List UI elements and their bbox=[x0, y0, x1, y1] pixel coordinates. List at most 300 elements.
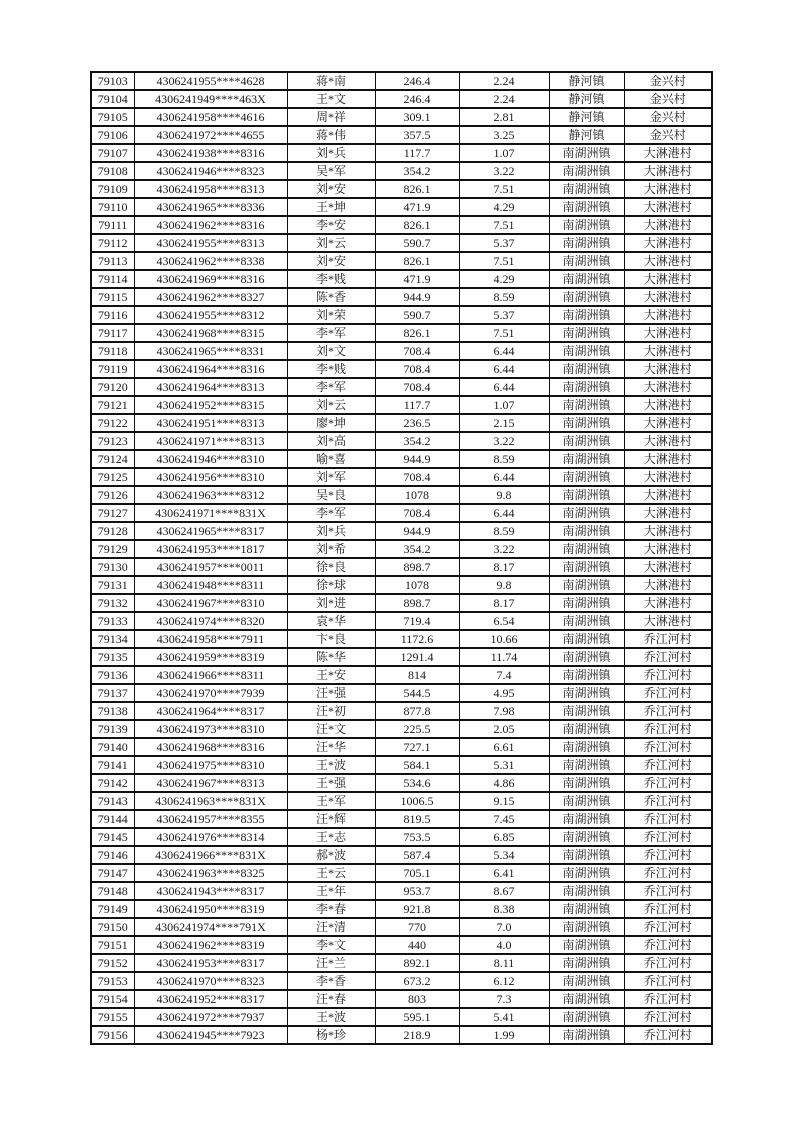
amount-cell: 921.8 bbox=[375, 900, 459, 918]
village-cell: 金兴村 bbox=[624, 126, 712, 144]
name-cell: 汪*华 bbox=[287, 738, 375, 756]
town-cell: 南湖洲镇 bbox=[549, 594, 624, 612]
rate-cell: 5.31 bbox=[459, 756, 549, 774]
name-cell: 李*安 bbox=[287, 216, 375, 234]
village-cell: 乔江河村 bbox=[624, 954, 712, 972]
rate-cell: 5.41 bbox=[459, 1008, 549, 1026]
rate-cell: 2.81 bbox=[459, 108, 549, 126]
row-number-cell: 79136 bbox=[91, 666, 134, 684]
town-cell: 南湖洲镇 bbox=[549, 972, 624, 990]
amount-cell: 225.5 bbox=[375, 720, 459, 738]
town-cell: 南湖洲镇 bbox=[549, 540, 624, 558]
rate-cell: 6.61 bbox=[459, 738, 549, 756]
village-cell: 乔江河村 bbox=[624, 1008, 712, 1026]
row-number-cell: 79149 bbox=[91, 900, 134, 918]
id-number-cell: 4306241959****8319 bbox=[134, 648, 287, 666]
table-row bbox=[91, 972, 712, 990]
town-cell: 静河镇 bbox=[549, 90, 624, 108]
name-cell: 王*波 bbox=[287, 756, 375, 774]
town-cell: 南湖洲镇 bbox=[549, 738, 624, 756]
amount-cell: 1078 bbox=[375, 576, 459, 594]
amount-cell: 1291.4 bbox=[375, 648, 459, 666]
town-cell: 南湖洲镇 bbox=[549, 612, 624, 630]
rate-cell: 1.07 bbox=[459, 144, 549, 162]
id-number-cell: 4306241952****8315 bbox=[134, 396, 287, 414]
id-number-cell: 4306241972****4655 bbox=[134, 126, 287, 144]
row-number-cell: 79116 bbox=[91, 306, 134, 324]
town-cell: 南湖洲镇 bbox=[549, 1008, 624, 1026]
amount-cell: 814 bbox=[375, 666, 459, 684]
id-number-cell: 4306241964****8316 bbox=[134, 360, 287, 378]
amount-cell: 826.1 bbox=[375, 324, 459, 342]
amount-cell: 471.9 bbox=[375, 270, 459, 288]
village-cell: 大淋港村 bbox=[624, 522, 712, 540]
town-cell: 南湖洲镇 bbox=[549, 360, 624, 378]
name-cell: 陈*华 bbox=[287, 648, 375, 666]
row-number-cell: 79151 bbox=[91, 936, 134, 954]
row-number-cell: 79113 bbox=[91, 252, 134, 270]
rate-cell: 8.17 bbox=[459, 558, 549, 576]
id-number-cell: 4306241953****8317 bbox=[134, 954, 287, 972]
name-cell: 李*香 bbox=[287, 972, 375, 990]
rate-cell: 1.07 bbox=[459, 396, 549, 414]
town-cell: 南湖洲镇 bbox=[549, 774, 624, 792]
town-cell: 南湖洲镇 bbox=[549, 954, 624, 972]
table-row bbox=[91, 810, 712, 828]
town-cell: 南湖洲镇 bbox=[549, 900, 624, 918]
row-number-cell: 79117 bbox=[91, 324, 134, 342]
town-cell: 南湖洲镇 bbox=[549, 468, 624, 486]
id-number-cell: 4306241976****8314 bbox=[134, 828, 287, 846]
rate-cell: 5.34 bbox=[459, 846, 549, 864]
amount-cell: 544.5 bbox=[375, 684, 459, 702]
id-number-cell: 4306241950****8319 bbox=[134, 900, 287, 918]
village-cell: 乔江河村 bbox=[624, 720, 712, 738]
name-cell: 刘*文 bbox=[287, 342, 375, 360]
table-row bbox=[91, 540, 712, 558]
id-number-cell: 4306241945****7923 bbox=[134, 1026, 287, 1044]
row-number-cell: 79105 bbox=[91, 108, 134, 126]
village-cell: 大淋港村 bbox=[624, 432, 712, 450]
table-row bbox=[91, 216, 712, 234]
village-cell: 大淋港村 bbox=[624, 162, 712, 180]
row-number-cell: 79126 bbox=[91, 486, 134, 504]
amount-cell: 708.4 bbox=[375, 468, 459, 486]
village-cell: 乔江河村 bbox=[624, 864, 712, 882]
amount-cell: 953.7 bbox=[375, 882, 459, 900]
id-number-cell: 4306241967****8310 bbox=[134, 594, 287, 612]
town-cell: 南湖洲镇 bbox=[549, 288, 624, 306]
amount-cell: 753.5 bbox=[375, 828, 459, 846]
rate-cell: 4.86 bbox=[459, 774, 549, 792]
table-row bbox=[91, 576, 712, 594]
amount-cell: 708.4 bbox=[375, 360, 459, 378]
table-row bbox=[91, 504, 712, 522]
village-cell: 大淋港村 bbox=[624, 198, 712, 216]
rate-cell: 8.67 bbox=[459, 882, 549, 900]
table-row bbox=[91, 684, 712, 702]
town-cell: 南湖洲镇 bbox=[549, 306, 624, 324]
village-cell: 大淋港村 bbox=[624, 612, 712, 630]
town-cell: 南湖洲镇 bbox=[549, 864, 624, 882]
table-row bbox=[91, 288, 712, 306]
row-number-cell: 79128 bbox=[91, 522, 134, 540]
table-row bbox=[91, 324, 712, 342]
village-cell: 乔江河村 bbox=[624, 684, 712, 702]
amount-cell: 590.7 bbox=[375, 306, 459, 324]
village-cell: 大淋港村 bbox=[624, 306, 712, 324]
town-cell: 南湖洲镇 bbox=[549, 990, 624, 1008]
amount-cell: 534.6 bbox=[375, 774, 459, 792]
table-row bbox=[91, 144, 712, 162]
row-number-cell: 79140 bbox=[91, 738, 134, 756]
name-cell: 吴*军 bbox=[287, 162, 375, 180]
name-cell: 蒋*南 bbox=[287, 72, 375, 90]
id-number-cell: 4306241963****831X bbox=[134, 792, 287, 810]
village-cell: 大淋港村 bbox=[624, 216, 712, 234]
village-cell: 大淋港村 bbox=[624, 540, 712, 558]
table-row bbox=[91, 774, 712, 792]
amount-cell: 471.9 bbox=[375, 198, 459, 216]
row-number-cell: 79142 bbox=[91, 774, 134, 792]
row-number-cell: 79111 bbox=[91, 216, 134, 234]
table-row bbox=[91, 792, 712, 810]
row-number-cell: 79154 bbox=[91, 990, 134, 1008]
id-number-cell: 4306241962****8319 bbox=[134, 936, 287, 954]
name-cell: 刘*云 bbox=[287, 396, 375, 414]
id-number-cell: 4306241943****8317 bbox=[134, 882, 287, 900]
village-cell: 大淋港村 bbox=[624, 504, 712, 522]
table-row bbox=[91, 72, 712, 90]
table-row bbox=[91, 450, 712, 468]
village-cell: 乔江河村 bbox=[624, 648, 712, 666]
town-cell: 南湖洲镇 bbox=[549, 414, 624, 432]
row-number-cell: 79133 bbox=[91, 612, 134, 630]
town-cell: 南湖洲镇 bbox=[549, 684, 624, 702]
row-number-cell: 79127 bbox=[91, 504, 134, 522]
amount-cell: 309.1 bbox=[375, 108, 459, 126]
row-number-cell: 79112 bbox=[91, 234, 134, 252]
table-row bbox=[91, 756, 712, 774]
name-cell: 王*云 bbox=[287, 864, 375, 882]
village-cell: 大淋港村 bbox=[624, 396, 712, 414]
id-number-cell: 4306241958****7911 bbox=[134, 630, 287, 648]
amount-cell: 357.5 bbox=[375, 126, 459, 144]
village-cell: 乔江河村 bbox=[624, 846, 712, 864]
records-table bbox=[90, 71, 713, 1045]
table-row bbox=[91, 846, 712, 864]
table-row bbox=[91, 558, 712, 576]
village-cell: 乔江河村 bbox=[624, 792, 712, 810]
rate-cell: 7.51 bbox=[459, 180, 549, 198]
village-cell: 大淋港村 bbox=[624, 252, 712, 270]
id-number-cell: 4306241965****8317 bbox=[134, 522, 287, 540]
row-number-cell: 79139 bbox=[91, 720, 134, 738]
name-cell: 王*志 bbox=[287, 828, 375, 846]
name-cell: 李*军 bbox=[287, 378, 375, 396]
id-number-cell: 4306241964****8313 bbox=[134, 378, 287, 396]
table-row bbox=[91, 828, 712, 846]
table-row bbox=[91, 360, 712, 378]
town-cell: 南湖洲镇 bbox=[549, 144, 624, 162]
table-row bbox=[91, 522, 712, 540]
rate-cell: 3.22 bbox=[459, 540, 549, 558]
rate-cell: 9.8 bbox=[459, 576, 549, 594]
row-number-cell: 79123 bbox=[91, 432, 134, 450]
id-number-cell: 4306241938****8316 bbox=[134, 144, 287, 162]
id-number-cell: 4306241955****4628 bbox=[134, 72, 287, 90]
rate-cell: 2.24 bbox=[459, 72, 549, 90]
row-number-cell: 79138 bbox=[91, 702, 134, 720]
town-cell: 南湖洲镇 bbox=[549, 234, 624, 252]
id-number-cell: 4306241962****8316 bbox=[134, 216, 287, 234]
name-cell: 刘*荣 bbox=[287, 306, 375, 324]
row-number-cell: 79103 bbox=[91, 72, 134, 90]
rate-cell: 2.05 bbox=[459, 720, 549, 738]
town-cell: 南湖洲镇 bbox=[549, 918, 624, 936]
rate-cell: 6.54 bbox=[459, 612, 549, 630]
row-number-cell: 79125 bbox=[91, 468, 134, 486]
id-number-cell: 4306241956****8310 bbox=[134, 468, 287, 486]
name-cell: 袁*华 bbox=[287, 612, 375, 630]
row-number-cell: 79121 bbox=[91, 396, 134, 414]
name-cell: 王*强 bbox=[287, 774, 375, 792]
table-row bbox=[91, 648, 712, 666]
row-number-cell: 79156 bbox=[91, 1026, 134, 1044]
table-row bbox=[91, 108, 712, 126]
name-cell: 王*安 bbox=[287, 666, 375, 684]
table-row bbox=[91, 666, 712, 684]
id-number-cell: 4306241955****8313 bbox=[134, 234, 287, 252]
town-cell: 南湖洲镇 bbox=[549, 756, 624, 774]
town-cell: 南湖洲镇 bbox=[549, 1026, 624, 1044]
town-cell: 南湖洲镇 bbox=[549, 216, 624, 234]
village-cell: 大淋港村 bbox=[624, 414, 712, 432]
name-cell: 徐*球 bbox=[287, 576, 375, 594]
rate-cell: 2.15 bbox=[459, 414, 549, 432]
village-cell: 乔江河村 bbox=[624, 900, 712, 918]
village-cell: 大淋港村 bbox=[624, 558, 712, 576]
id-number-cell: 4306241967****8313 bbox=[134, 774, 287, 792]
town-cell: 南湖洲镇 bbox=[549, 378, 624, 396]
row-number-cell: 79114 bbox=[91, 270, 134, 288]
name-cell: 卞*良 bbox=[287, 630, 375, 648]
table-row bbox=[91, 612, 712, 630]
rate-cell: 8.11 bbox=[459, 954, 549, 972]
village-cell: 大淋港村 bbox=[624, 594, 712, 612]
id-number-cell: 4306241971****831X bbox=[134, 504, 287, 522]
amount-cell: 584.1 bbox=[375, 756, 459, 774]
id-number-cell: 4306241971****8313 bbox=[134, 432, 287, 450]
id-number-cell: 4306241966****8311 bbox=[134, 666, 287, 684]
village-cell: 大淋港村 bbox=[624, 180, 712, 198]
row-number-cell: 79146 bbox=[91, 846, 134, 864]
town-cell: 南湖洲镇 bbox=[549, 792, 624, 810]
name-cell: 喻*喜 bbox=[287, 450, 375, 468]
town-cell: 南湖洲镇 bbox=[549, 936, 624, 954]
town-cell: 南湖洲镇 bbox=[549, 486, 624, 504]
village-cell: 大淋港村 bbox=[624, 360, 712, 378]
row-number-cell: 79108 bbox=[91, 162, 134, 180]
amount-cell: 218.9 bbox=[375, 1026, 459, 1044]
amount-cell: 246.4 bbox=[375, 90, 459, 108]
town-cell: 南湖洲镇 bbox=[549, 828, 624, 846]
amount-cell: 708.4 bbox=[375, 378, 459, 396]
name-cell: 刘*进 bbox=[287, 594, 375, 612]
row-number-cell: 79130 bbox=[91, 558, 134, 576]
rate-cell: 7.51 bbox=[459, 252, 549, 270]
rate-cell: 6.12 bbox=[459, 972, 549, 990]
rate-cell: 7.3 bbox=[459, 990, 549, 1008]
id-number-cell: 4306241965****8336 bbox=[134, 198, 287, 216]
id-number-cell: 4306241963****8325 bbox=[134, 864, 287, 882]
id-number-cell: 4306241962****8327 bbox=[134, 288, 287, 306]
table-row bbox=[91, 378, 712, 396]
row-number-cell: 79115 bbox=[91, 288, 134, 306]
rate-cell: 9.15 bbox=[459, 792, 549, 810]
row-number-cell: 79131 bbox=[91, 576, 134, 594]
amount-cell: 770 bbox=[375, 918, 459, 936]
name-cell: 刘*安 bbox=[287, 180, 375, 198]
name-cell: 王*波 bbox=[287, 1008, 375, 1026]
name-cell: 郝*波 bbox=[287, 846, 375, 864]
table-row bbox=[91, 414, 712, 432]
row-number-cell: 79109 bbox=[91, 180, 134, 198]
amount-cell: 246.4 bbox=[375, 72, 459, 90]
town-cell: 静河镇 bbox=[549, 126, 624, 144]
village-cell: 大淋港村 bbox=[624, 342, 712, 360]
table-row bbox=[91, 954, 712, 972]
town-cell: 南湖洲镇 bbox=[549, 882, 624, 900]
name-cell: 陈*香 bbox=[287, 288, 375, 306]
village-cell: 大淋港村 bbox=[624, 486, 712, 504]
id-number-cell: 4306241958****8313 bbox=[134, 180, 287, 198]
village-cell: 金兴村 bbox=[624, 90, 712, 108]
row-number-cell: 79110 bbox=[91, 198, 134, 216]
table-row bbox=[91, 990, 712, 1008]
name-cell: 刘*高 bbox=[287, 432, 375, 450]
table-row bbox=[91, 432, 712, 450]
rate-cell: 7.4 bbox=[459, 666, 549, 684]
id-number-cell: 4306241968****8316 bbox=[134, 738, 287, 756]
name-cell: 王*文 bbox=[287, 90, 375, 108]
amount-cell: 673.2 bbox=[375, 972, 459, 990]
rate-cell: 8.59 bbox=[459, 522, 549, 540]
village-cell: 大淋港村 bbox=[624, 576, 712, 594]
id-number-cell: 4306241974****791X bbox=[134, 918, 287, 936]
records-table-body bbox=[91, 72, 712, 1044]
rate-cell: 6.44 bbox=[459, 360, 549, 378]
name-cell: 王*年 bbox=[287, 882, 375, 900]
village-cell: 乔江河村 bbox=[624, 1026, 712, 1044]
row-number-cell: 79155 bbox=[91, 1008, 134, 1026]
village-cell: 乔江河村 bbox=[624, 702, 712, 720]
rate-cell: 4.29 bbox=[459, 270, 549, 288]
rate-cell: 3.22 bbox=[459, 162, 549, 180]
name-cell: 杨*珍 bbox=[287, 1026, 375, 1044]
town-cell: 南湖洲镇 bbox=[549, 558, 624, 576]
table-row bbox=[91, 468, 712, 486]
village-cell: 乔江河村 bbox=[624, 918, 712, 936]
rate-cell: 4.0 bbox=[459, 936, 549, 954]
village-cell: 大淋港村 bbox=[624, 144, 712, 162]
name-cell: 汪*强 bbox=[287, 684, 375, 702]
village-cell: 金兴村 bbox=[624, 108, 712, 126]
amount-cell: 587.4 bbox=[375, 846, 459, 864]
amount-cell: 354.2 bbox=[375, 162, 459, 180]
town-cell: 南湖洲镇 bbox=[549, 576, 624, 594]
table-row bbox=[91, 162, 712, 180]
row-number-cell: 79144 bbox=[91, 810, 134, 828]
village-cell: 金兴村 bbox=[624, 72, 712, 90]
id-number-cell: 4306241969****8316 bbox=[134, 270, 287, 288]
village-cell: 大淋港村 bbox=[624, 288, 712, 306]
name-cell: 汪*文 bbox=[287, 720, 375, 738]
amount-cell: 826.1 bbox=[375, 180, 459, 198]
table-row bbox=[91, 180, 712, 198]
table-row bbox=[91, 234, 712, 252]
rate-cell: 6.44 bbox=[459, 468, 549, 486]
rate-cell: 10.66 bbox=[459, 630, 549, 648]
table-row bbox=[91, 882, 712, 900]
name-cell: 刘*云 bbox=[287, 234, 375, 252]
rate-cell: 6.85 bbox=[459, 828, 549, 846]
table-row bbox=[91, 918, 712, 936]
amount-cell: 898.7 bbox=[375, 594, 459, 612]
rate-cell: 6.44 bbox=[459, 378, 549, 396]
row-number-cell: 79129 bbox=[91, 540, 134, 558]
table-row bbox=[91, 342, 712, 360]
id-number-cell: 4306241957****0011 bbox=[134, 558, 287, 576]
rate-cell: 8.38 bbox=[459, 900, 549, 918]
row-number-cell: 79122 bbox=[91, 414, 134, 432]
name-cell: 刘*安 bbox=[287, 252, 375, 270]
rate-cell: 7.51 bbox=[459, 216, 549, 234]
row-number-cell: 79104 bbox=[91, 90, 134, 108]
village-cell: 乔江河村 bbox=[624, 882, 712, 900]
id-number-cell: 4306241958****4616 bbox=[134, 108, 287, 126]
row-number-cell: 79147 bbox=[91, 864, 134, 882]
village-cell: 大淋港村 bbox=[624, 270, 712, 288]
id-number-cell: 4306241974****8320 bbox=[134, 612, 287, 630]
town-cell: 南湖洲镇 bbox=[549, 270, 624, 288]
town-cell: 南湖洲镇 bbox=[549, 342, 624, 360]
table-row bbox=[91, 720, 712, 738]
village-cell: 大淋港村 bbox=[624, 234, 712, 252]
rate-cell: 1.99 bbox=[459, 1026, 549, 1044]
name-cell: 刘*兵 bbox=[287, 522, 375, 540]
id-number-cell: 4306241962****8338 bbox=[134, 252, 287, 270]
name-cell: 汪*清 bbox=[287, 918, 375, 936]
amount-cell: 727.1 bbox=[375, 738, 459, 756]
id-number-cell: 4306241968****8315 bbox=[134, 324, 287, 342]
row-number-cell: 79107 bbox=[91, 144, 134, 162]
id-number-cell: 4306241970****7939 bbox=[134, 684, 287, 702]
name-cell: 李*春 bbox=[287, 900, 375, 918]
name-cell: 吴*良 bbox=[287, 486, 375, 504]
rate-cell: 3.25 bbox=[459, 126, 549, 144]
town-cell: 南湖洲镇 bbox=[549, 666, 624, 684]
name-cell: 刘*希 bbox=[287, 540, 375, 558]
name-cell: 刘*军 bbox=[287, 468, 375, 486]
name-cell: 汪*辉 bbox=[287, 810, 375, 828]
amount-cell: 826.1 bbox=[375, 216, 459, 234]
rate-cell: 8.59 bbox=[459, 288, 549, 306]
town-cell: 南湖洲镇 bbox=[549, 432, 624, 450]
amount-cell: 354.2 bbox=[375, 540, 459, 558]
name-cell: 王*坤 bbox=[287, 198, 375, 216]
amount-cell: 590.7 bbox=[375, 234, 459, 252]
